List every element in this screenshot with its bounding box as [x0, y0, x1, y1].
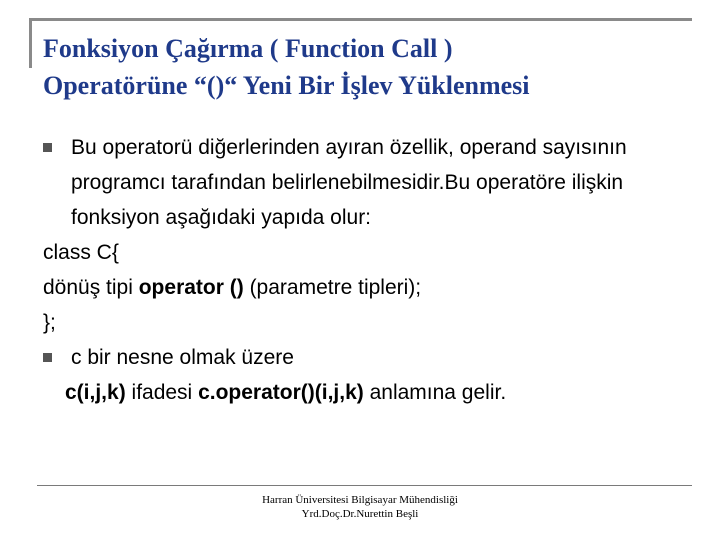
expression-mid: ifadesi	[125, 381, 199, 404]
code-line-2-operator: operator ()	[138, 276, 244, 299]
title-frame-top-rule	[29, 18, 692, 21]
bullet-2-text: c bir nesne olmak üzere	[71, 346, 294, 369]
code-line-2-prefix: dönüş tipi	[43, 276, 139, 299]
slide-footer	[0, 493, 720, 521]
footer-line-2: Yrd.Doç.Dr.Nurettin Beşli	[301, 508, 419, 520]
expression-end: anlamına gelir.	[363, 381, 507, 404]
expression-operator-call: c.operator()(i,j,k)	[198, 381, 364, 404]
slide-body	[43, 130, 693, 410]
title-line-2: Operatörüne “()“ Yeni Bir İşlev Yüklenmesi	[43, 71, 530, 100]
square-bullet-icon	[43, 143, 52, 152]
title-frame-left-rule	[29, 18, 32, 68]
bullet-1-text: Bu operatorü diğerlerinden ayıran özellik, operand sayısının programcı tarafından belirlenebilmesidir.Bu operatöre ilişkin fonksiyon aşağıdaki yapıda olur:	[71, 136, 627, 229]
bullet-item-2	[43, 340, 693, 375]
slide-title	[43, 30, 703, 104]
footer-rule	[37, 485, 692, 486]
expression-call: c(i,j,k)	[65, 381, 126, 404]
square-bullet-icon	[43, 353, 52, 362]
title-line-1: Fonksiyon Çağırma ( Function Call )	[43, 34, 453, 63]
code-line-2	[43, 270, 693, 305]
expression-line	[43, 375, 693, 410]
code-line-3: };	[43, 311, 56, 334]
footer-line-1: Harran Üniversitesi Bilgisayar Mühendisliği	[262, 494, 458, 506]
bullet-item-1	[43, 130, 693, 235]
code-line-1: class C{	[43, 241, 119, 264]
code-line-2-suffix: (parametre tipleri);	[243, 276, 422, 299]
